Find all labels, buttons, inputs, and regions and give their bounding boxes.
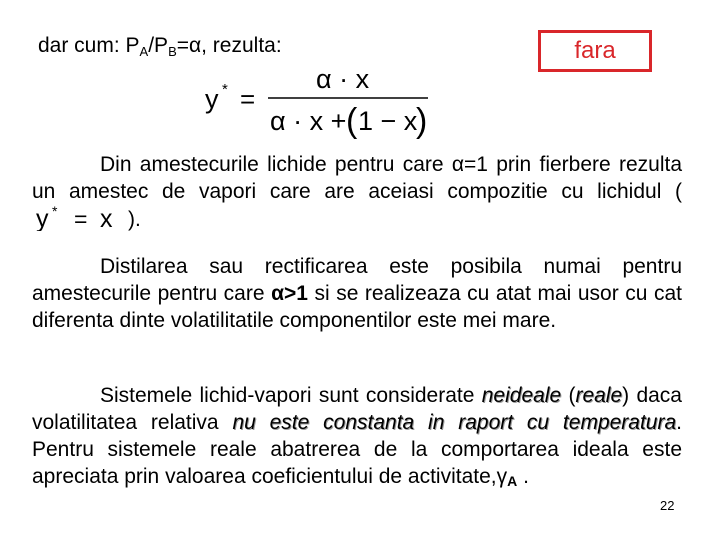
p3-t3: ) daca volatilitatea relativa <box>32 384 682 434</box>
intro-slash: /P <box>148 34 169 57</box>
p2-after: si se realizeaza cu atat mai usor cu cat diferenta dinte volatilitatile componentilor este mei mare. <box>32 282 682 332</box>
p3-constanta: nu este constanta in raport cu temperatura <box>232 411 677 434</box>
p3-t1: Sistemele lichid-vapori sunt considerate <box>100 384 475 407</box>
page-number: 22 <box>660 498 675 513</box>
p2-before: Distilarea sau rectificarea este posibila numai pentru amestecurile pentru care <box>32 255 682 305</box>
paragraph-distillation <box>32 253 682 334</box>
p1-end: ). <box>128 208 141 231</box>
intro-sub-b: B <box>168 44 177 59</box>
formula-equals: = <box>240 84 256 114</box>
gamma-subscript: A <box>507 473 518 489</box>
p1-text: Din amestecurile lichide pentru care α=1 prin fierbere rezulta un amestec de vapori care are aceiasi compozitie cu lichidul ( <box>32 153 682 203</box>
formula-denominator-b: 1 − x <box>358 106 418 136</box>
inline-formula-ystar-eq-x <box>32 205 128 231</box>
p3-t2: ( <box>568 384 576 407</box>
formula-denominator-a: α · x + <box>270 106 347 136</box>
inline-rhs: x <box>100 205 113 231</box>
p3-reale: reale <box>575 384 623 407</box>
p3-t5: . <box>517 465 529 488</box>
intro-sub-a: A <box>139 44 149 59</box>
gamma-symbol: γ <box>496 465 508 488</box>
p3-t4: . Pentru sistemele reale abatrerea de la comportarea ideala este apreciata prin valoarea coeficientului de activitate, <box>32 411 682 488</box>
formula-paren-right: ) <box>416 102 428 140</box>
formula-paren-left: ( <box>346 102 358 140</box>
formula-lhs-sup: * <box>222 81 228 98</box>
p2-bold: α>1 <box>271 282 308 305</box>
inline-sup: * <box>52 205 58 219</box>
paragraph-alpha-one <box>32 151 682 233</box>
paragraph-nonideal <box>32 382 682 495</box>
intro-prefix: dar cum: P <box>38 34 140 57</box>
formula-lhs: y <box>205 84 219 114</box>
intro-suffix: =α, rezulta: <box>176 34 282 57</box>
equilibrium-formula <box>200 62 440 142</box>
p3-neideale: neideale <box>481 384 562 407</box>
intro-line <box>38 34 282 59</box>
inline-equals: = <box>74 206 88 231</box>
inline-lhs: y <box>36 205 49 231</box>
fara-badge: fara <box>538 30 652 72</box>
formula-numerator: α · x <box>316 64 370 94</box>
